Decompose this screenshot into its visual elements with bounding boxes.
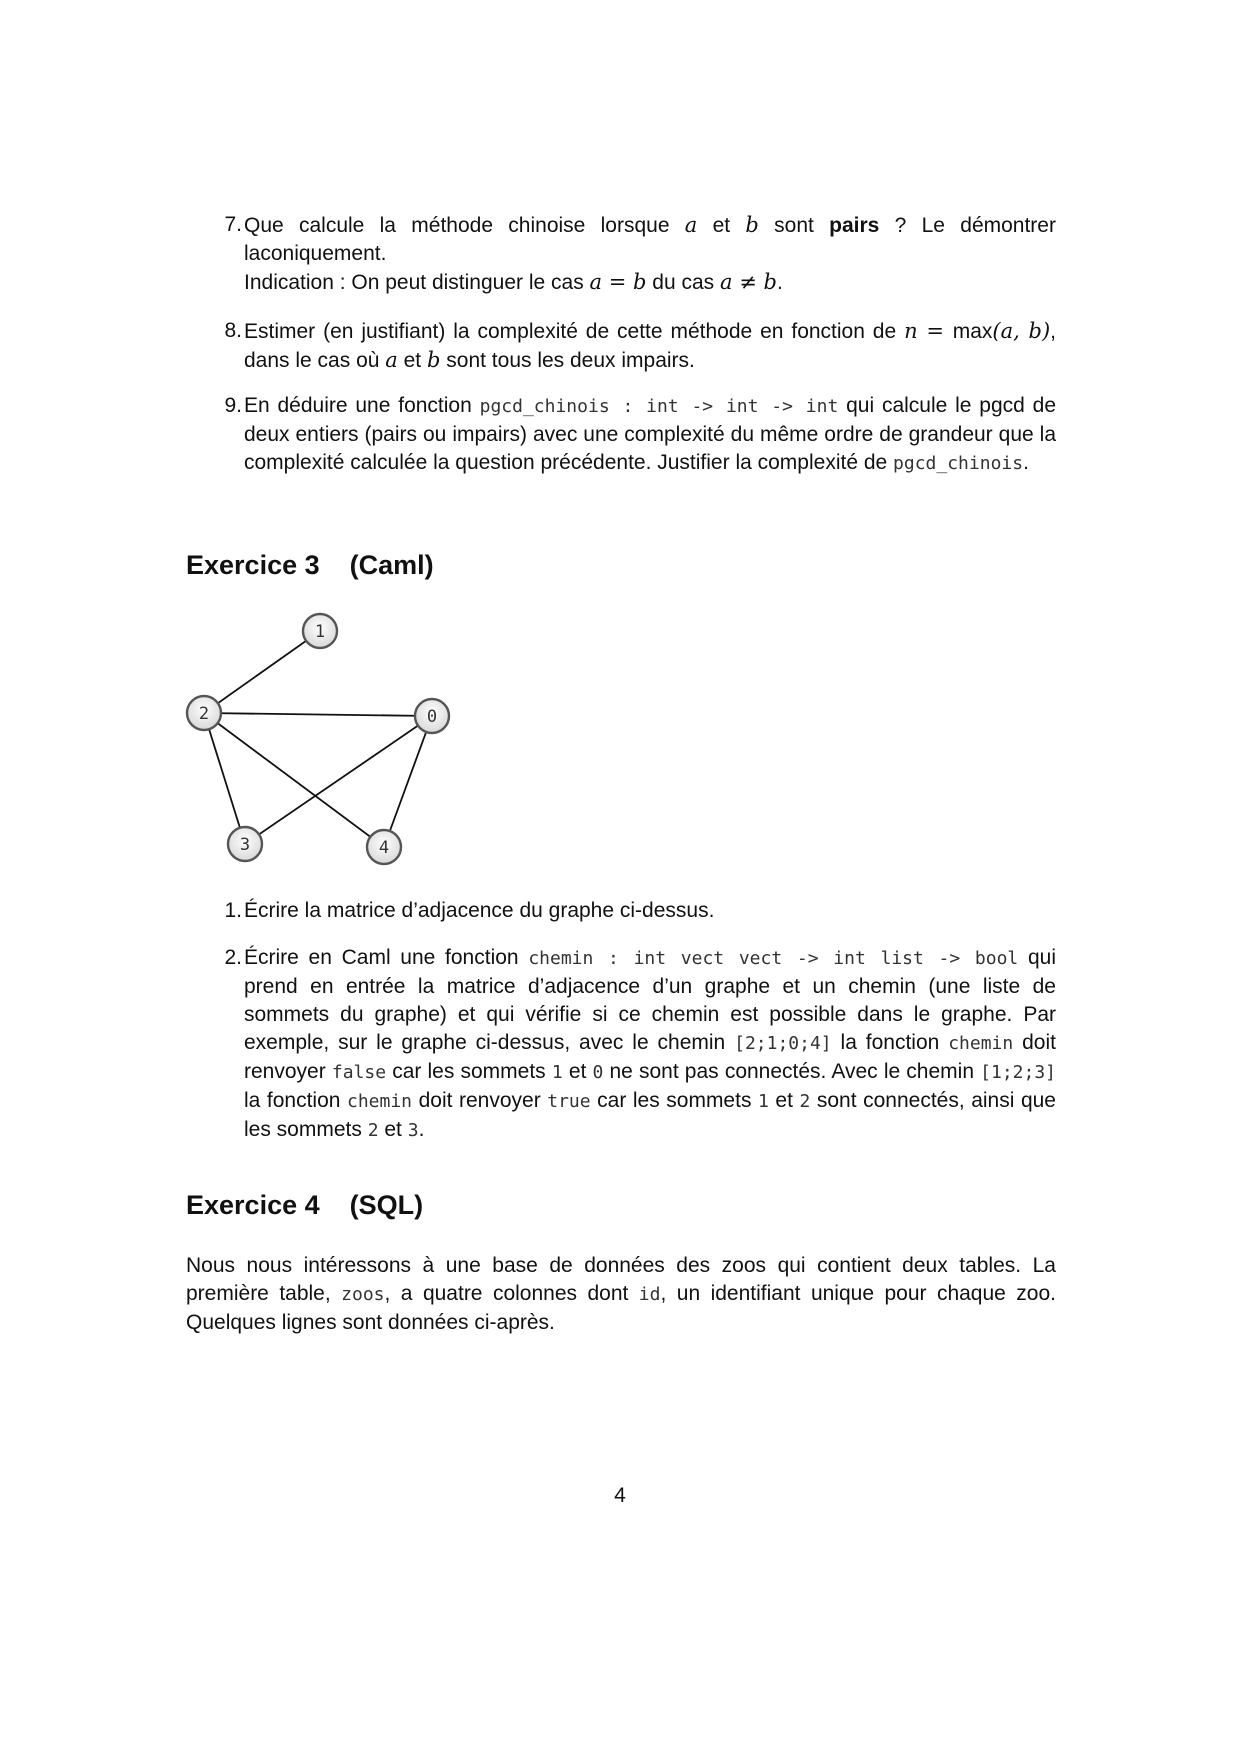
question-number: 7. xyxy=(224,213,242,236)
node-label: 4 xyxy=(378,838,390,858)
code-vertex: 2 xyxy=(799,1091,811,1112)
question-body xyxy=(244,897,1056,925)
math-max: max xyxy=(952,320,993,343)
graph-figure xyxy=(180,605,460,875)
math-a: a xyxy=(385,348,398,372)
edge-2-4 xyxy=(204,713,384,847)
question-number: 9. xyxy=(224,394,242,417)
node-4 xyxy=(367,830,401,864)
text: ? Le démontrer laconiquement. xyxy=(244,214,1056,265)
hint-text: Indication : On peut distinguer le cas xyxy=(244,271,590,294)
code-vertex: 1 xyxy=(758,1091,769,1112)
text: sont xyxy=(758,214,830,237)
text: Écrire en Caml une fonction xyxy=(244,946,529,969)
text: car les sommets xyxy=(590,1089,758,1112)
code-vertex: 2 xyxy=(367,1120,379,1141)
text: et xyxy=(697,214,746,237)
edge-0-4 xyxy=(384,716,432,847)
text: Écrire la matrice d’adjacence du graphe ci-dessus. xyxy=(244,899,715,922)
text: . xyxy=(418,1118,425,1141)
heading-title: Exercice 4 xyxy=(186,1190,320,1220)
code-signature: pgcd_chinois : int -> int -> int xyxy=(479,396,839,417)
node-label: 2 xyxy=(198,704,210,724)
text: et xyxy=(768,1089,800,1112)
math-b: b xyxy=(745,213,759,237)
question-number: 2. xyxy=(224,946,242,969)
node-1 xyxy=(303,614,337,648)
page-number: 4 xyxy=(614,1484,626,1507)
math-expr: a = b xyxy=(589,270,647,294)
text: Nous nous intéressons à une base de données des zoos qui contient deux tables. La première table, xyxy=(186,1254,1056,1305)
text: sont connectés, ainsi que les sommets xyxy=(244,1089,1056,1141)
exercise-4-intro xyxy=(186,1252,1056,1337)
text: et xyxy=(562,1060,593,1083)
text: qui prend en entrée la matrice d’adjacence d’un graphe et un chemin (une liste de sommets du graphe) et qui vérifie si ce chemin est possible dans le graphe. Par exemple, sur le graphe ci-dessus, avec le chemin xyxy=(244,946,1057,1054)
edge-2-1 xyxy=(204,631,320,713)
text: qui calcule le pgcd de deux entiers (pairs ou impairs) avec une complexité du même ordre de grandeur que la complexité calculée la question précédente. Justifier la complexité de xyxy=(244,394,1057,474)
exercise-3-heading xyxy=(186,548,434,582)
code-signature: chemin : int vect vect -> int list -> bool xyxy=(528,948,1019,969)
text: ne sont pas connectés. Avec le chemin xyxy=(603,1060,981,1083)
node-3 xyxy=(228,827,262,861)
text: et xyxy=(397,349,427,372)
node-label: 3 xyxy=(239,835,251,855)
question-body xyxy=(244,211,1056,297)
question-number: 8. xyxy=(224,319,242,342)
question-body xyxy=(244,944,1056,1145)
text: Que calcule la méthode chinoise lorsque xyxy=(244,214,685,237)
text: , dans le cas où xyxy=(244,320,1057,372)
math-n: n xyxy=(904,319,918,343)
math-expr: a ≠ b xyxy=(720,270,777,294)
code-name: chemin xyxy=(347,1091,413,1112)
node-0 xyxy=(415,699,449,733)
node-label: 1 xyxy=(314,622,326,642)
edge-2-0 xyxy=(204,713,432,716)
text: . xyxy=(1023,451,1029,474)
question-number: 1. xyxy=(224,899,242,922)
code-table-name: zoos xyxy=(341,1284,385,1305)
code-path: [1;2;3] xyxy=(980,1062,1057,1083)
question-body xyxy=(244,317,1056,375)
code-bool: true xyxy=(547,1091,591,1112)
text: En déduire une fonction xyxy=(244,394,480,417)
code-vertex: 0 xyxy=(592,1062,604,1083)
edge-2-3 xyxy=(204,713,245,844)
math-args: (a, b) xyxy=(992,319,1051,343)
math-b: b xyxy=(426,348,441,372)
text: la fonction xyxy=(831,1031,949,1054)
text: doit renvoyer xyxy=(244,1031,1056,1083)
text: car les sommets xyxy=(386,1060,552,1083)
exercise-4-heading xyxy=(186,1188,423,1222)
heading-subtitle: (SQL) xyxy=(349,1190,424,1220)
math-eq: = xyxy=(917,319,953,343)
text: la fonction xyxy=(244,1089,347,1112)
text: Estimer (en justifiant) la complexité de cette méthode en fonction de xyxy=(244,320,905,343)
hint-text: du cas xyxy=(646,271,721,294)
code-name: pgcd_chinois xyxy=(893,453,1024,474)
node-label: 0 xyxy=(426,707,438,727)
question-body xyxy=(244,392,1056,478)
text: , a quatre colonnes dont xyxy=(384,1282,639,1305)
heading-subtitle: (Caml) xyxy=(349,550,434,580)
hint-text: . xyxy=(776,271,783,294)
code-bool: false xyxy=(331,1062,387,1083)
code-name: chemin xyxy=(948,1033,1014,1054)
text: sont tous les deux impairs. xyxy=(440,349,695,372)
text: , un identifiant unique pour chaque zoo. Quelques lignes sont données ci-après. xyxy=(186,1282,1056,1334)
edge-0-3 xyxy=(245,716,432,844)
text: doit renvoyer xyxy=(412,1089,548,1112)
bold-word: pairs xyxy=(829,214,880,237)
code-vertex: 3 xyxy=(407,1120,419,1141)
math-a: a xyxy=(684,213,698,237)
heading-title: Exercice 3 xyxy=(186,550,320,580)
code-vertex: 1 xyxy=(551,1062,563,1083)
code-column-name: id xyxy=(638,1284,661,1305)
node-2 xyxy=(187,696,221,730)
code-path: [2;1;0;4] xyxy=(734,1033,832,1054)
text: et xyxy=(378,1118,408,1141)
